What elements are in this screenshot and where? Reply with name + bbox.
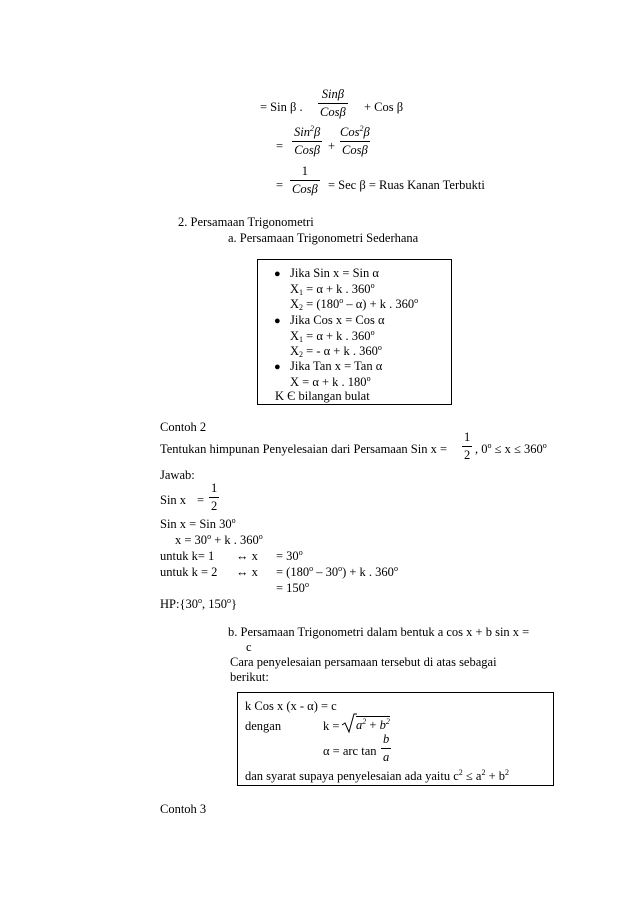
step4-mid: ↔ x [236, 549, 258, 563]
line2-fraction-1: Sin$^2$β Cosβ [294, 124, 321, 157]
step4-left: untuk k= 1 [160, 549, 215, 563]
line3-eq: = [276, 178, 284, 192]
question-range: , $0^o \le x \le 360^o$ [475, 441, 547, 456]
rule-tan: Jika Tan x = Tan α [290, 359, 383, 373]
line2-fraction-2: Cos$^2$β Cosβ [340, 124, 370, 157]
answer-label: Jawab: [160, 468, 195, 482]
rule-cos-x1: $X_1 = \alpha + k$ . 360$^o$ [290, 328, 375, 344]
rule-sin-x1: $X_1 = \alpha + k$ . 360$^o$ [290, 281, 375, 297]
step6: = $150^o$ [276, 580, 309, 595]
method-condition: dan syarat supaya penyelesaian ada yaitu $c^2 \le a^2 + b^2$ [245, 768, 510, 783]
method-alpha: α = arc tan [323, 744, 377, 758]
section-b-line4: berikut: [230, 670, 269, 684]
example2-title: Contoh 2 [160, 420, 207, 434]
rule-cos: Jika Cos x = Cos α [290, 313, 385, 327]
section-b-line3: Cara penyelesaian persamaan tersebut di atas sebagai [230, 655, 497, 669]
bullet-icon: ● [274, 268, 281, 280]
k-note: K Є bilangan bulat [275, 389, 370, 403]
method-formula: k Cos x (x - α) = c [245, 699, 337, 713]
step3: $x = 30^o + k$ . 360$^o$ [175, 532, 263, 547]
step5-right: = $(180^o - 30^o) + k$ . 360$^o$ [276, 564, 398, 579]
line2-plus: + [328, 139, 336, 153]
rule-tan-x: X = α + k . 180$^o$ [290, 374, 371, 389]
step1-left: Sin x [160, 493, 187, 507]
method-fraction: $\frac{b}{a}$ [383, 732, 390, 764]
line1-fraction: Sinβ Cosβ [320, 87, 346, 119]
section2-sub-a: a. Persamaan Trigonometri Sederhana [228, 231, 419, 245]
method-radicand: $a^2 + b^2$ [356, 717, 390, 732]
line3-fraction: 1 Cosβ [292, 164, 318, 196]
section-b-line1: b. Persamaan Trigonometri dalam bentuk a cos x + b sin x = [228, 625, 530, 639]
rule-sin-x2: $X_2 = (180^o - \alpha) + k$ . 360$^o$ [290, 296, 419, 312]
step4-right: = $30^o$ [276, 548, 303, 563]
method-k-eq: k = [323, 719, 340, 733]
bullet-icon: ● [274, 315, 281, 327]
step1-eq: = [197, 493, 205, 507]
solution-set: HP:{30$^o$, 150$^o$} [160, 596, 237, 611]
step5-mid: ↔ x [236, 565, 258, 579]
bullet-icon: ● [274, 361, 281, 373]
question-fraction: $\frac{1}{2}$ [464, 430, 471, 462]
step5-left: untuk k = 2 [160, 565, 218, 579]
step1-fraction: $\frac{1}{2}$ [211, 481, 218, 513]
method-dengan: dengan [245, 719, 282, 733]
line1-eq: = Sin β . [260, 100, 303, 114]
example3-title: Contoh 3 [160, 802, 207, 816]
step2: Sin x = Sin 30$^o$ [160, 516, 236, 531]
rule-cos-x2: $X_2$ = - α + k . 360$^o$ [290, 343, 382, 359]
section-b-line2: c [246, 640, 252, 654]
section2-heading: 2. Persamaan Trigonometri [178, 215, 314, 229]
line3-tail: = Sec β = Ruas Kanan Terbukti [328, 178, 485, 192]
rule-sin: Jika Sin x = Sin α [290, 266, 379, 280]
line2-eq: = [276, 139, 284, 153]
sqrt-icon [341, 713, 357, 733]
line1-tail: + Cos β [364, 100, 404, 114]
example2-question: Tentukan himpunan Penyelesaian dari Persamaan Sin x = [160, 442, 448, 456]
